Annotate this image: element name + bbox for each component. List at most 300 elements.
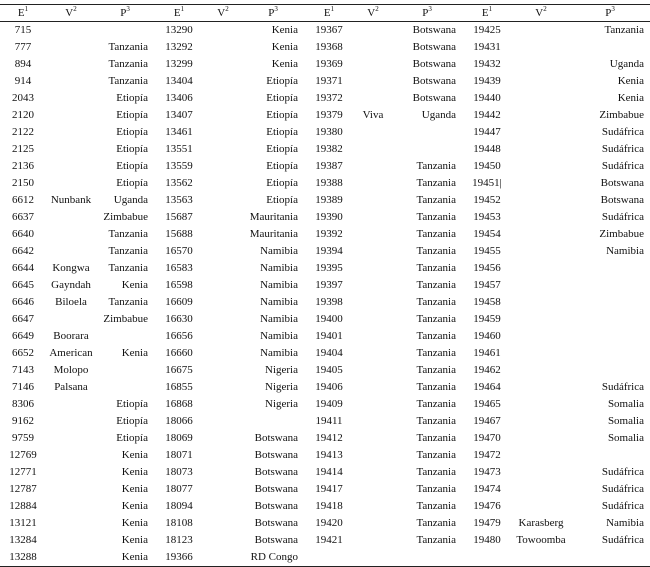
table-cell-v (354, 549, 392, 567)
table-cell-e: 19459 (473, 313, 501, 325)
table-cell-v (204, 260, 242, 277)
table-cell-p: Sudáfrica (601, 381, 644, 393)
table-cell-e: 18123 (165, 534, 193, 546)
table-cell-e: 18071 (165, 449, 193, 461)
table-cell-p: Botswana (600, 177, 644, 189)
table-cell-v (204, 22, 242, 40)
table-cell-e: 6645 (12, 279, 34, 291)
table-cell-p (570, 39, 650, 56)
table-cell-e: 12769 (9, 449, 37, 461)
table-cell-p (570, 345, 650, 362)
column-header-superscript: 1 (24, 5, 29, 13)
table-cell-p: Zimbabue (599, 228, 644, 240)
table-cell-p: Namibia (606, 245, 644, 257)
table-cell-v (512, 447, 570, 464)
table-cell-v (512, 124, 570, 141)
table-body (0, 22, 650, 567)
table-cell-p: Namibia (260, 313, 298, 325)
table-cell-v (204, 56, 242, 73)
table-row (0, 243, 650, 260)
table-cell-v (354, 362, 392, 379)
table-cell-p (96, 22, 154, 40)
table-cell-v (204, 498, 242, 515)
table-cell-p (570, 260, 650, 277)
table-cell-v (512, 158, 570, 175)
table-cell-v (354, 311, 392, 328)
table-cell-e: 19473 (473, 466, 501, 478)
table-cell-e: 13284 (9, 534, 37, 546)
table-cell-v: Palsana (54, 381, 88, 393)
table-row (0, 294, 650, 311)
table-row (0, 447, 650, 464)
table-cell-p: Tanzania (416, 466, 456, 478)
table-cell-e: 18077 (165, 483, 193, 495)
table-cell-v (354, 379, 392, 396)
table-cell-e: 13121 (9, 517, 37, 529)
table-cell-v (46, 447, 96, 464)
table-cell-p: Botswana (412, 24, 456, 36)
table-cell-v (354, 192, 392, 209)
table-cell-v (46, 532, 96, 549)
table-cell-e: 9162 (12, 415, 34, 427)
table-cell-e: 19400 (315, 313, 343, 325)
table-cell-e: 19442 (473, 109, 501, 121)
table-cell-v (46, 158, 96, 175)
table-cell-v (46, 549, 96, 567)
table-cell-v: Viva (362, 109, 384, 121)
table-cell-p: Somalia (607, 398, 644, 410)
table-row (0, 124, 650, 141)
table-cell-e: 19380 (315, 126, 343, 138)
column-header-e (462, 5, 512, 22)
table-cell-v (354, 464, 392, 481)
table-row (0, 209, 650, 226)
table-cell-v (354, 345, 392, 362)
table-cell-v (204, 90, 242, 107)
table-cell-e: 13299 (165, 58, 193, 70)
table-cell-p: Tanzania (108, 41, 148, 53)
table-cell-v (204, 396, 242, 413)
column-header-superscript: 1 (488, 5, 493, 13)
table-cell-v (512, 73, 570, 90)
table-cell-p: Somalia (607, 432, 644, 444)
table-cell-p: Somalia (607, 415, 644, 427)
table-cell-p: Namibia (260, 279, 298, 291)
table-cell-p: Uganda (609, 58, 644, 70)
table-cell-v (512, 362, 570, 379)
table-cell-p: Tanzania (416, 177, 456, 189)
table-cell-v: Towoomba (516, 534, 566, 546)
table-cell-v (354, 56, 392, 73)
table-cell-v (512, 481, 570, 498)
table-cell-v (204, 124, 242, 141)
table-cell-e: 12771 (9, 466, 37, 478)
table-header (0, 5, 650, 22)
table-cell-e: 6640 (12, 228, 34, 240)
table-cell-p (96, 379, 154, 396)
table-cell-e: 19453 (473, 211, 501, 223)
table-row (0, 328, 650, 345)
table-cell-v (46, 243, 96, 260)
table-cell-p: Uganda (113, 194, 148, 206)
table-cell-e: 13290 (165, 24, 193, 36)
table-cell-e: 18094 (165, 500, 193, 512)
table-cell-v (204, 175, 242, 192)
table-cell-v (204, 209, 242, 226)
column-header-p (570, 5, 650, 22)
table-cell-p: Tanzania (416, 245, 456, 257)
table-cell-v (204, 311, 242, 328)
table-cell-p: Botswana (412, 92, 456, 104)
table-cell-e: 777 (14, 41, 32, 53)
column-header-v (46, 5, 96, 22)
table-cell-p: Kenia (271, 41, 298, 53)
table-cell-e: 16630 (165, 313, 193, 325)
table-cell-p: Tanzania (416, 330, 456, 342)
table-cell-e: 19421 (315, 534, 343, 546)
table-cell-v (512, 226, 570, 243)
table-cell-p: Etiopía (116, 415, 148, 427)
table-cell-e: 16656 (165, 330, 193, 342)
table-cell-v (46, 124, 96, 141)
table-cell-p (96, 328, 154, 345)
table-cell-v (512, 430, 570, 447)
table-cell-e: 7146 (12, 381, 34, 393)
table-cell-e: 2122 (12, 126, 34, 138)
table-cell-e: 894 (14, 58, 32, 70)
table-cell-v (354, 498, 392, 515)
table-cell-e: 6647 (12, 313, 34, 325)
table-row (0, 532, 650, 549)
table-row (0, 345, 650, 362)
table-cell-p: Botswana (254, 483, 298, 495)
table-cell-e: 19465 (473, 398, 501, 410)
table-cell-e: 19397 (315, 279, 343, 291)
table-cell-e: 19414 (315, 466, 343, 478)
table-cell-v (512, 56, 570, 73)
table-cell-p: Tanzania (416, 517, 456, 529)
table-cell-v (512, 175, 570, 192)
table-cell-p: Sudáfrica (601, 466, 644, 478)
table-row (0, 22, 650, 40)
table-cell-p (392, 124, 462, 141)
table-cell-v (204, 430, 242, 447)
table-row (0, 141, 650, 158)
table-cell-e: 19457 (473, 279, 501, 291)
table-cell-e: 19431 (473, 41, 501, 53)
table-cell-p: Sudáfrica (601, 500, 644, 512)
table-cell-v (46, 311, 96, 328)
table-row (0, 277, 650, 294)
table-cell-p: Tanzania (416, 381, 456, 393)
column-header-p (392, 5, 462, 22)
table-cell-e: 19372 (315, 92, 343, 104)
table-cell-v (204, 515, 242, 532)
table-cell-p: Etiopía (116, 92, 148, 104)
table-cell-v (46, 107, 96, 124)
table-cell-p: Botswana (412, 75, 456, 87)
table-cell-e: 19413 (315, 449, 343, 461)
table-cell-e: 19447 (473, 126, 501, 138)
table-cell-v (204, 107, 242, 124)
table-cell-p: RD Congo (250, 551, 298, 563)
table-cell-e: 19425 (473, 24, 501, 36)
table-cell-v (204, 141, 242, 158)
table-cell-p: Zimbabue (103, 211, 148, 223)
table-cell-e: 6646 (12, 296, 34, 308)
table-cell-e: 15688 (165, 228, 193, 240)
table-row (0, 311, 650, 328)
table-cell-e: 6652 (12, 347, 34, 359)
table-cell-v (512, 243, 570, 260)
column-header-label: P (605, 7, 612, 19)
table-cell-e: 13406 (165, 92, 193, 104)
table-cell-p: Kenia (121, 279, 148, 291)
table-cell-e: 19392 (315, 228, 343, 240)
table-cell-e: 19472 (473, 449, 501, 461)
table-cell-p: Namibia (606, 517, 644, 529)
table-cell-p (570, 294, 650, 311)
column-header-label: P (268, 7, 275, 19)
column-header-superscript: 1 (330, 5, 335, 13)
table-cell-e: 19464 (473, 381, 501, 393)
table-cell-v (354, 90, 392, 107)
table-row (0, 430, 650, 447)
table-row (0, 107, 650, 124)
table-cell-p: Etiopía (266, 143, 298, 155)
table-cell-e: 19367 (315, 24, 343, 36)
table-cell-v (204, 39, 242, 56)
table-cell-v (512, 107, 570, 124)
table-cell-e: 19405 (315, 364, 343, 376)
column-header-superscript: 3 (126, 5, 130, 13)
table-cell-p: Tanzania (416, 279, 456, 291)
table-cell-v (354, 226, 392, 243)
table-cell-p: Tanzania (416, 160, 456, 172)
column-header-v (354, 5, 392, 22)
table-cell-e: 19476 (473, 500, 501, 512)
table-cell-v (354, 515, 392, 532)
table-cell-p: Kenia (121, 449, 148, 461)
table-cell-v (204, 481, 242, 498)
table-cell-v (354, 124, 392, 141)
table-cell-e: 19368 (315, 41, 343, 53)
table-cell-e: 19404 (315, 347, 343, 359)
table-cell-e: 19456 (473, 262, 501, 274)
table-row (0, 396, 650, 413)
table-cell-p: Tanzania (416, 194, 456, 206)
table-cell-v (46, 396, 96, 413)
table-cell-e: 19480 (473, 534, 501, 546)
table-cell-v (512, 379, 570, 396)
table-cell-p: Tanzania (108, 245, 148, 257)
table-cell-p: Mauritania (249, 211, 298, 223)
table-cell-e: 19382 (315, 143, 343, 155)
table-cell-p: Etiopía (116, 432, 148, 444)
table-cell-e: 13292 (165, 41, 193, 53)
table-cell-p: Kenia (617, 92, 644, 104)
table-cell-e: 16583 (165, 262, 193, 274)
table-cell-p: Kenia (121, 466, 148, 478)
table-cell-e: 19450 (473, 160, 501, 172)
column-header-label: P (120, 7, 127, 19)
table-cell-e: 6637 (12, 211, 34, 223)
table-cell-e: 13563 (165, 194, 193, 206)
table-cell-v (204, 158, 242, 175)
table-cell-v (204, 328, 242, 345)
table-cell-p: Kenia (271, 24, 298, 36)
table-cell-e: 19394 (315, 245, 343, 257)
table-cell-v: Kongwa (52, 262, 90, 274)
table-row (0, 464, 650, 481)
table-cell-e: 2120 (12, 109, 34, 121)
table-cell-e: 19388 (315, 177, 343, 189)
table-cell-v (204, 549, 242, 567)
table-cell-e: 19451| (472, 177, 502, 189)
table-cell-v: Karasberg (518, 517, 564, 529)
table-cell-e: 19439 (473, 75, 501, 87)
table-cell-p: Namibia (260, 245, 298, 257)
table-cell-e: 914 (14, 75, 32, 87)
table-cell-v (46, 430, 96, 447)
table-cell-e: 19440 (473, 92, 501, 104)
table-cell-p: Etiopía (116, 143, 148, 155)
table-cell-e: 19458 (473, 296, 501, 308)
table-cell-p: Kenia (121, 347, 148, 359)
table-cell-v (354, 260, 392, 277)
table-cell-e: 19452 (473, 194, 501, 206)
table-cell-p: Kenia (121, 517, 148, 529)
table-cell-v (512, 277, 570, 294)
accessions-table (0, 4, 650, 567)
table-cell-e: 9759 (12, 432, 34, 444)
table-cell-e: 16868 (165, 398, 193, 410)
table-cell-p (570, 549, 650, 567)
table-cell-p: Kenia (271, 58, 298, 70)
table-cell-e: 19448 (473, 143, 501, 155)
table-cell-p: Tanzania (416, 500, 456, 512)
table-cell-v (204, 362, 242, 379)
table-cell-p: Etiopía (266, 160, 298, 172)
table-cell-p: Etiopía (266, 75, 298, 87)
column-header-p (96, 5, 154, 22)
table-cell-e: 18066 (165, 415, 193, 427)
table-row (0, 192, 650, 209)
table-cell-p: Tanzania (416, 398, 456, 410)
table-cell-v (354, 328, 392, 345)
column-header-superscript: 2 (73, 5, 77, 13)
table-row (0, 498, 650, 515)
table-cell-v (204, 532, 242, 549)
table-cell-e: 8306 (12, 398, 34, 410)
table-cell-v (354, 396, 392, 413)
table-cell-e: 19479 (473, 517, 501, 529)
table-cell-p: Botswana (600, 194, 644, 206)
table-cell-v: Biloela (55, 296, 87, 308)
table-cell-e: 2043 (12, 92, 34, 104)
table-cell-p: Sudáfrica (601, 211, 644, 223)
table-cell-v (204, 464, 242, 481)
column-header-superscript: 3 (274, 5, 278, 13)
table-row (0, 226, 650, 243)
table-cell-p: Kenia (617, 75, 644, 87)
table-cell-e: 19406 (315, 381, 343, 393)
column-header-v (512, 5, 570, 22)
table-cell-p: Tanzania (416, 262, 456, 274)
table-cell-p: Kenia (121, 500, 148, 512)
table-cell-v: Molopo (53, 364, 89, 376)
table-cell-p: Tanzania (108, 262, 148, 274)
table-cell-e: 16598 (165, 279, 193, 291)
table-cell-v (204, 73, 242, 90)
column-header-e (304, 5, 354, 22)
table-cell-p: Sudáfrica (601, 483, 644, 495)
table-cell-p: Etiopía (116, 109, 148, 121)
table-cell-e: 19409 (315, 398, 343, 410)
table-cell-v (204, 413, 242, 430)
table-cell-v: Boorara (53, 330, 89, 342)
table-row (0, 39, 650, 56)
table-cell-v (512, 464, 570, 481)
table-cell-p: Etiopía (116, 177, 148, 189)
column-header-e (154, 5, 204, 22)
column-header-label: P (422, 7, 429, 19)
table-cell-v (354, 158, 392, 175)
table-cell-e: 12884 (9, 500, 37, 512)
table-cell-p: Tanzania (416, 313, 456, 325)
table-cell-e: 7143 (12, 364, 34, 376)
column-header-label: E (17, 7, 25, 19)
column-header-label: V (65, 7, 74, 19)
table-cell-p: Etiopía (266, 92, 298, 104)
table-cell-v (46, 464, 96, 481)
table-cell-v (46, 209, 96, 226)
table-cell-e: 19395 (315, 262, 343, 274)
column-header-superscript: 2 (225, 5, 229, 13)
table-cell-v (46, 141, 96, 158)
table-cell-v (512, 141, 570, 158)
table-cell-v (512, 39, 570, 56)
table-row (0, 56, 650, 73)
table-cell-e: 19462 (473, 364, 501, 376)
table-cell-p: Sudáfrica (601, 534, 644, 546)
table-cell-e (304, 549, 354, 567)
table-cell-p: Tanzania (416, 211, 456, 223)
column-header-label: E (323, 7, 331, 19)
table-cell-v (512, 90, 570, 107)
table-cell-e: 19389 (315, 194, 343, 206)
table-cell-e: 19461 (473, 347, 501, 359)
table-cell-p: Tanzania (108, 228, 148, 240)
table-cell-p: Tanzania (416, 296, 456, 308)
table-cell-e: 19398 (315, 296, 343, 308)
table-cell-p (570, 447, 650, 464)
table-cell-v: Nunbank (50, 194, 92, 206)
table-cell-v (204, 294, 242, 311)
table-cell-p: Namibia (260, 347, 298, 359)
table-cell-v (204, 345, 242, 362)
table-cell-v (354, 481, 392, 498)
table-cell-v (46, 39, 96, 56)
table-cell-e: 13404 (165, 75, 193, 87)
table-cell-p: Tanzania (416, 347, 456, 359)
table-cell-p: Etiopía (266, 194, 298, 206)
table-cell-v (512, 209, 570, 226)
table-cell-p (570, 362, 650, 379)
table-cell-v (354, 413, 392, 430)
table-cell-v (354, 243, 392, 260)
table-cell-e: 19460 (473, 330, 501, 342)
